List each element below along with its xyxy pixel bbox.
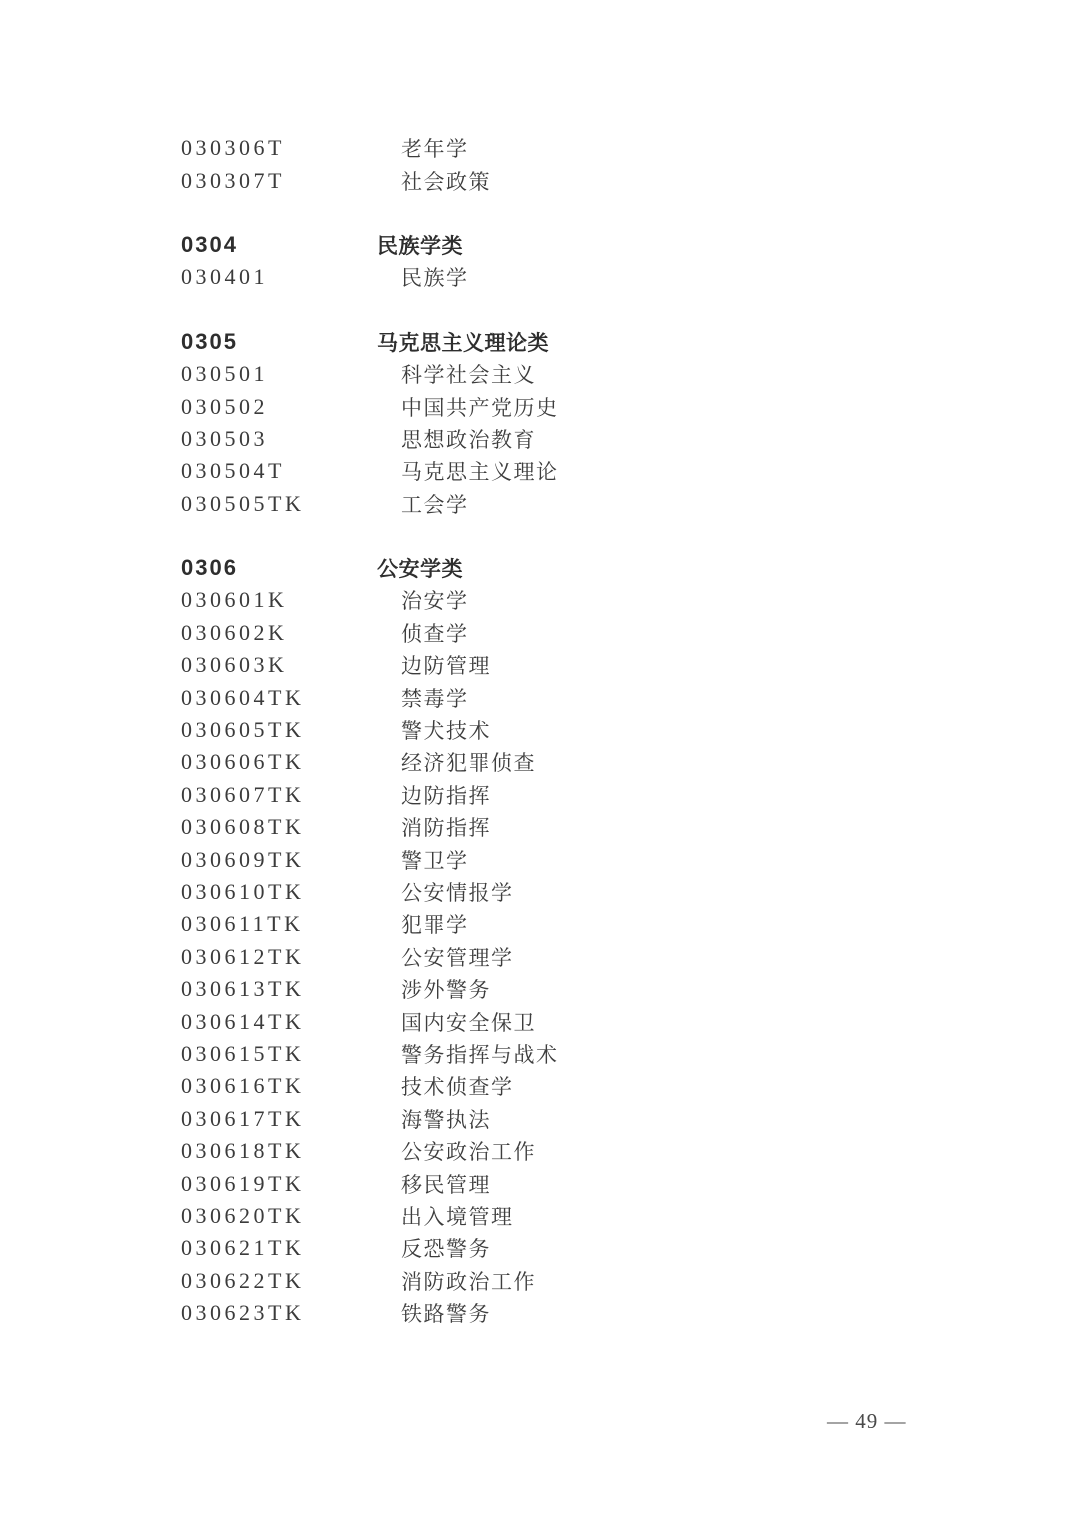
major-code: 030612TK (181, 943, 305, 969)
catalog-row (181, 1167, 1040, 1199)
catalog-row (181, 908, 1040, 940)
major-code: 030602K (181, 619, 288, 645)
major-code: 030306T (181, 135, 285, 161)
major-name: 边防指挥 (401, 783, 491, 808)
major-code: 030618TK (181, 1138, 305, 1164)
major-code: 030615TK (181, 1040, 305, 1066)
catalog-row (181, 1232, 1040, 1264)
major-code: 030605TK (181, 717, 305, 743)
catalog-row (181, 1265, 1040, 1297)
major-name: 出入境管理 (401, 1204, 514, 1229)
major-code: 030611TK (181, 911, 304, 937)
major-code: 030501 (181, 361, 268, 387)
catalog-row (181, 1038, 1040, 1070)
category-code: 0304 (181, 231, 238, 257)
major-code: 030617TK (181, 1105, 305, 1131)
major-code: 030622TK (181, 1267, 305, 1293)
catalog-row (181, 488, 1040, 520)
major-code: 030307T (181, 167, 285, 193)
catalog-section (181, 552, 1040, 1329)
catalog-row (181, 1200, 1040, 1232)
major-name: 铁路警务 (401, 1302, 491, 1327)
major-name: 国内安全保卫 (401, 1010, 536, 1035)
major-name: 公安政治工作 (401, 1140, 536, 1165)
catalog-row (181, 584, 1040, 616)
catalog-row (181, 423, 1040, 455)
major-code: 030621TK (181, 1235, 305, 1261)
major-name: 公安情报学 (401, 881, 514, 905)
major-code: 030614TK (181, 1008, 305, 1034)
major-code: 030609TK (181, 846, 305, 872)
catalog-row (181, 164, 1040, 196)
catalog-section (181, 132, 1040, 197)
major-name: 反恐警务 (401, 1237, 491, 1262)
page-number: — 49 — (827, 1409, 907, 1433)
category-header-row (181, 229, 1040, 261)
major-code: 030504T (181, 458, 285, 484)
category-header-row (181, 326, 1040, 358)
major-name: 海警执法 (401, 1107, 491, 1132)
major-name: 犯罪学 (401, 913, 469, 938)
catalog-row (181, 1070, 1040, 1102)
major-code: 030623TK (181, 1300, 305, 1326)
category-code: 0305 (181, 328, 238, 354)
major-name: 涉外警务 (401, 978, 491, 1003)
major-name: 侦查学 (401, 621, 469, 646)
major-name: 边防管理 (401, 654, 491, 679)
major-name: 中国共产党历史 (401, 395, 559, 420)
catalog-row (181, 617, 1040, 649)
major-name: 科学社会主义 (401, 363, 536, 388)
major-name: 工会学 (401, 492, 469, 517)
catalog-row (181, 746, 1040, 778)
catalog-row (181, 681, 1040, 713)
category-header-row (181, 552, 1040, 584)
category-name: 民族学类 (377, 234, 463, 258)
catalog-row (181, 973, 1040, 1005)
catalog-section (181, 326, 1040, 520)
major-code: 030608TK (181, 814, 305, 840)
catalog-row (181, 811, 1040, 843)
major-code: 030603K (181, 652, 288, 678)
catalog-row (181, 358, 1040, 390)
major-code: 030610TK (181, 879, 305, 904)
major-name: 警卫学 (401, 848, 469, 873)
major-name: 马克思主义理论 (401, 460, 559, 485)
major-name: 消防指挥 (401, 816, 491, 841)
major-code: 030401 (181, 264, 268, 290)
catalog-row (181, 714, 1040, 746)
catalog-section (181, 229, 1040, 294)
major-code: 030616TK (181, 1073, 305, 1099)
category-name: 公安学类 (377, 558, 463, 582)
major-name: 思想政治教育 (401, 427, 536, 452)
catalog-row (181, 1005, 1040, 1037)
major-code: 030606TK (181, 749, 305, 775)
major-code: 030503 (181, 425, 268, 451)
major-name: 移民管理 (401, 1172, 491, 1197)
page-footer (827, 1409, 907, 1434)
category-name: 马克思主义理论类 (377, 331, 549, 355)
major-code: 030502 (181, 393, 268, 419)
catalog-row (181, 843, 1040, 875)
major-code: 030619TK (181, 1170, 305, 1196)
major-name: 警犬技术 (401, 719, 491, 744)
major-code: 030505TK (181, 490, 305, 516)
major-name: 民族学 (401, 266, 469, 291)
major-name: 经济犯罪侦查 (401, 751, 536, 776)
major-code: 030620TK (181, 1202, 305, 1228)
catalog-row (181, 132, 1040, 164)
major-name: 老年学 (401, 137, 469, 162)
major-code: 030604TK (181, 684, 305, 710)
catalog-row (181, 779, 1040, 811)
major-name: 警务指挥与战术 (401, 1042, 559, 1067)
major-code: 030601K (181, 587, 288, 613)
catalog-row (181, 455, 1040, 487)
catalog-row (181, 390, 1040, 422)
catalog-row (181, 1103, 1040, 1135)
major-name: 治安学 (401, 589, 469, 614)
major-name: 技术侦查学 (401, 1075, 514, 1100)
major-name: 公安管理学 (401, 945, 514, 970)
catalog-row (181, 876, 1040, 908)
catalog-row (181, 1135, 1040, 1167)
catalog-row (181, 261, 1040, 293)
major-code: 030613TK (181, 976, 305, 1002)
discipline-catalog (181, 132, 1040, 1329)
catalog-row (181, 941, 1040, 973)
major-code: 030607TK (181, 781, 305, 807)
category-code: 0306 (181, 555, 238, 581)
major-name: 社会政策 (401, 169, 491, 194)
major-name: 禁毒学 (401, 686, 469, 711)
major-name: 消防政治工作 (401, 1269, 536, 1294)
catalog-row (181, 649, 1040, 681)
catalog-row (181, 1297, 1040, 1329)
